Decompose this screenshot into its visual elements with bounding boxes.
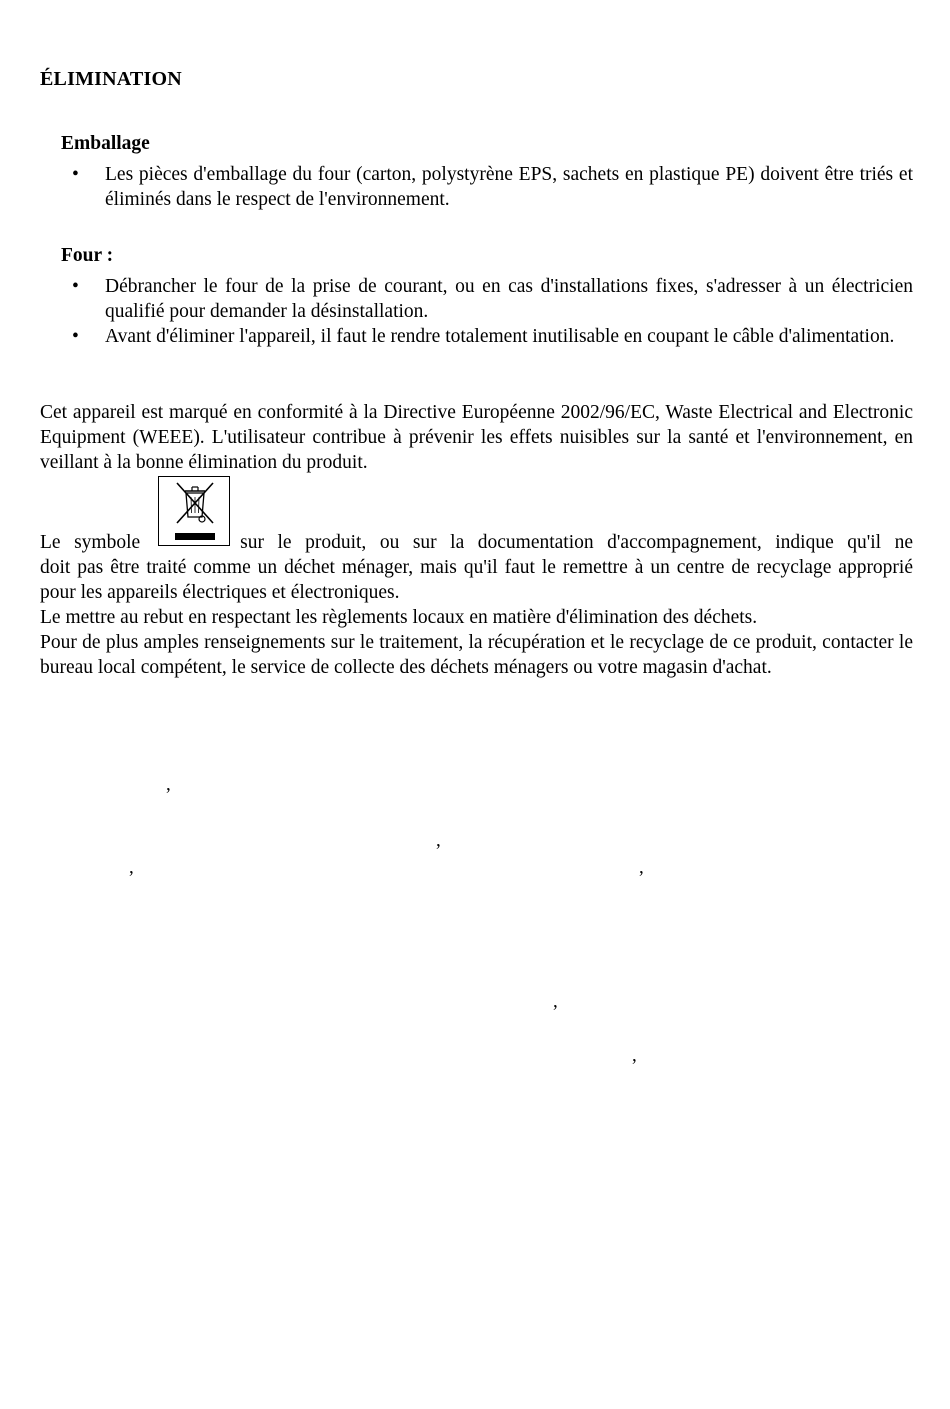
disposal-text: Le mettre au rebut en respectant les règlements locaux en matière d'élimination des déchets. bbox=[40, 607, 758, 628]
list-item-text: Avant d'éliminer l'appareil, il faut le rendre totalement inutilisable en coupant le câble d'alimentation. bbox=[105, 326, 895, 347]
oven-list bbox=[61, 274, 913, 349]
bullet-icon: • bbox=[72, 276, 79, 297]
list-item bbox=[61, 162, 913, 212]
stray-mark: , bbox=[166, 774, 171, 795]
bullet-icon: • bbox=[72, 326, 79, 347]
weee-intro-text: Cet appareil est marqué en conformité à la Directive Européenne 2002/96/EC, Waste Electrical and Electronic Equipment (WEEE). L'utilisateur contribue à prévenir les effets nuisibles sur la santé et l'environnement, en veillant à la bonne élimination du produit. bbox=[40, 402, 913, 473]
list-item-text: Les pièces d'emballage du four (carton, polystyrène EPS, sachets en plastique PE) doivent être triés et éliminés dans le respect de l'environnement. bbox=[105, 164, 913, 210]
symbol-prefix-text: Le symbole bbox=[40, 532, 141, 553]
weee-body-paragraph bbox=[40, 555, 913, 680]
symbol-suffix-text: sur le produit, ou sur la documentation d'accompagnement, indique qu'il ne bbox=[240, 532, 914, 553]
page-title: ÉLIMINATION bbox=[40, 68, 182, 90]
stray-mark: , bbox=[553, 991, 558, 1012]
bullet-icon: • bbox=[72, 164, 79, 185]
weee-intro-paragraph bbox=[40, 400, 913, 475]
stray-mark: , bbox=[436, 830, 441, 851]
list-item-text: Débrancher le four de la prise de courant, ou en cas d'installations fixes, s'adresser à un électricien qualifié pour demander la désinstallation. bbox=[105, 276, 913, 322]
info-text: Pour de plus amples renseignements sur le traitement, la récupération et le recyclage de ce produit, contacter le bureau local compétent, le service de collecte des déchets ménagers ou votre magasin d'achat. bbox=[40, 632, 913, 678]
stray-mark: , bbox=[632, 1045, 637, 1066]
packaging-heading: Emballage bbox=[61, 133, 150, 154]
stray-mark: , bbox=[129, 857, 134, 878]
weee-symbol-line bbox=[40, 530, 913, 555]
oven-heading: Four : bbox=[61, 245, 114, 266]
list-item bbox=[61, 274, 913, 324]
list-item bbox=[61, 324, 913, 349]
stray-mark: , bbox=[639, 857, 644, 878]
symbol-continuation-text: doit pas être traité comme un déchet ménager, mais qu'il faut le remettre à un centre de recyclage approprié pour les appareils électriques et électroniques. bbox=[40, 557, 913, 603]
packaging-list bbox=[61, 162, 913, 212]
